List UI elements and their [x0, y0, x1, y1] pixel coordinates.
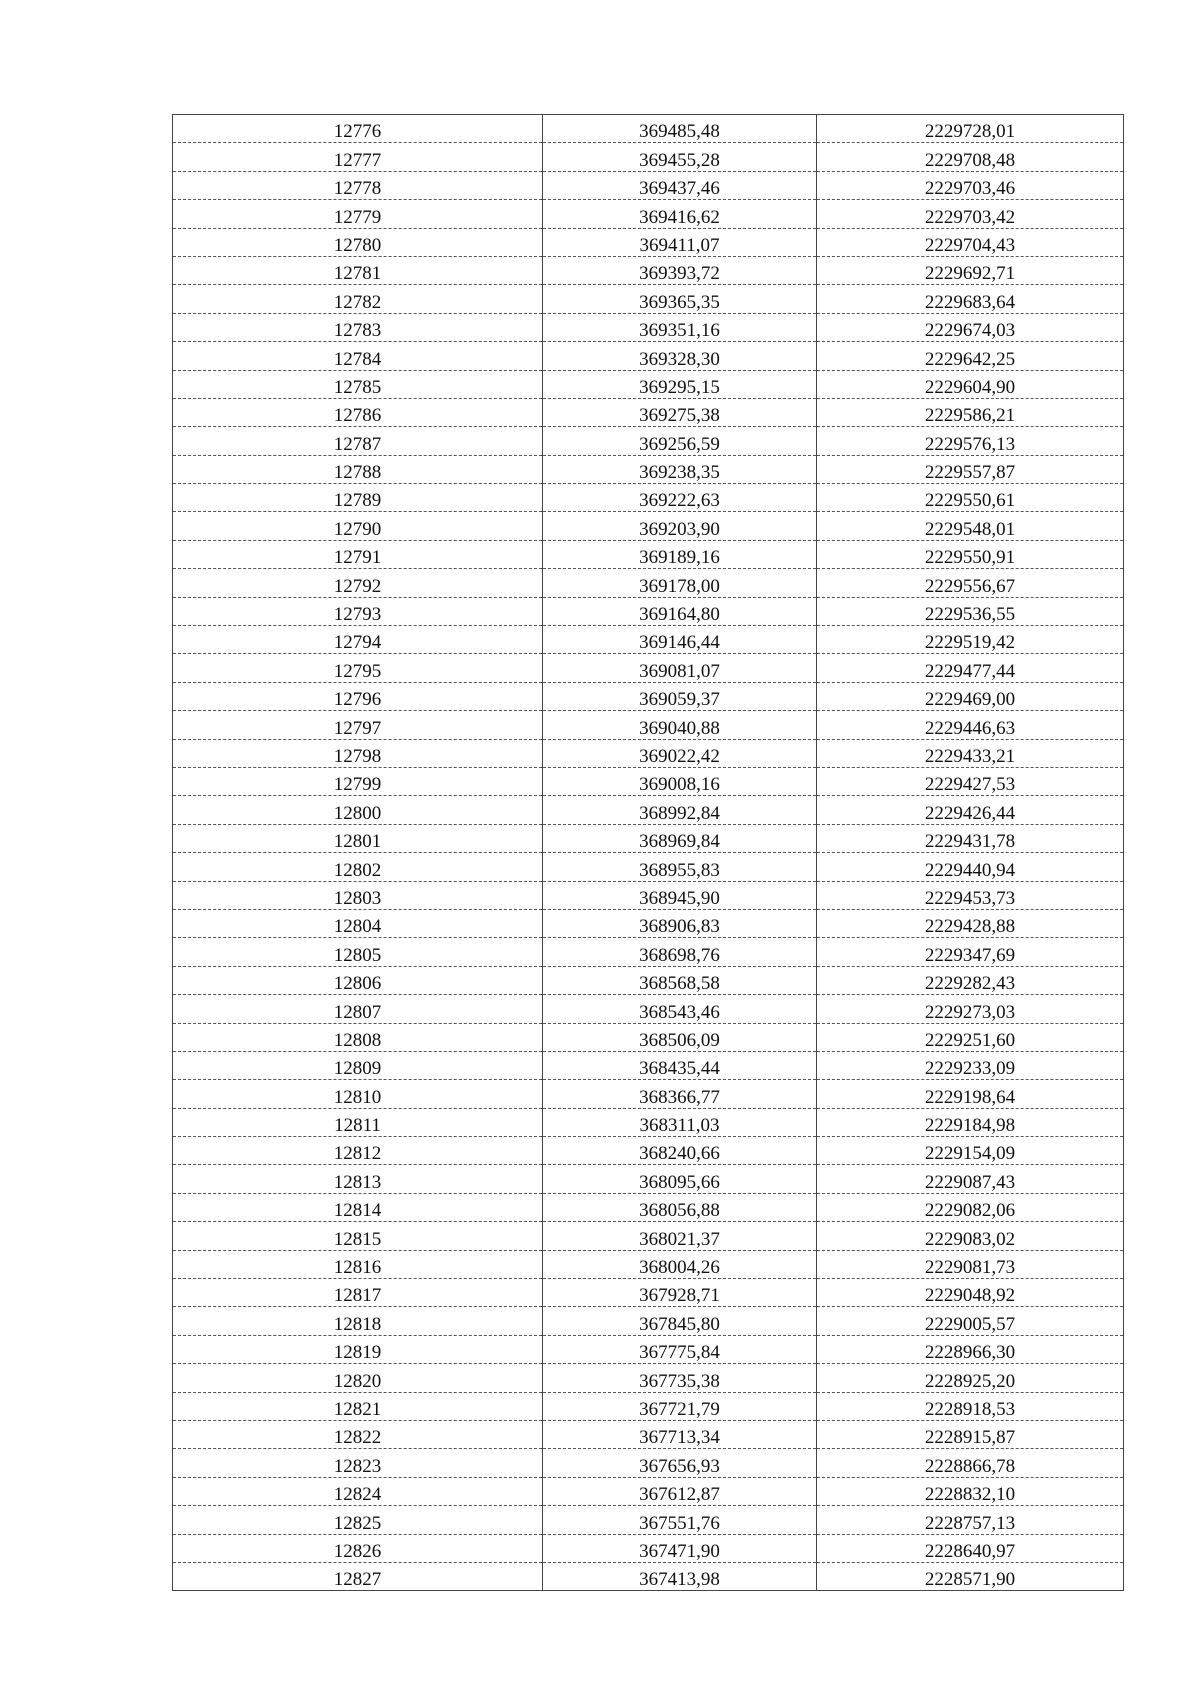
x-coordinate-cell: 367413,98	[543, 1562, 817, 1590]
y-coordinate-cell: 2228640,97	[817, 1534, 1124, 1562]
x-coordinate-cell: 369189,16	[543, 540, 817, 568]
y-coordinate-cell: 2229273,03	[817, 995, 1124, 1023]
table-row	[173, 1193, 1124, 1221]
x-coordinate-cell: 368095,66	[543, 1165, 817, 1193]
point-number-cell: 12786	[173, 398, 543, 426]
point-number-cell: 12825	[173, 1506, 543, 1534]
point-number-cell: 12818	[173, 1307, 543, 1335]
x-coordinate-cell: 368543,46	[543, 995, 817, 1023]
y-coordinate-cell: 2229548,01	[817, 512, 1124, 540]
table-row	[173, 767, 1124, 795]
table-row	[173, 1222, 1124, 1250]
y-coordinate-cell: 2229550,61	[817, 484, 1124, 512]
y-coordinate-cell: 2229550,91	[817, 540, 1124, 568]
x-coordinate-cell: 367471,90	[543, 1534, 817, 1562]
point-number-cell: 12816	[173, 1250, 543, 1278]
y-coordinate-cell: 2229604,90	[817, 370, 1124, 398]
y-coordinate-cell: 2229703,46	[817, 171, 1124, 199]
table-row	[173, 597, 1124, 625]
point-number-cell: 12803	[173, 881, 543, 909]
point-number-cell: 12797	[173, 711, 543, 739]
x-coordinate-cell: 368056,88	[543, 1193, 817, 1221]
table-row	[173, 313, 1124, 341]
point-number-cell: 12788	[173, 455, 543, 483]
point-number-cell: 12812	[173, 1137, 543, 1165]
x-coordinate-cell: 369008,16	[543, 767, 817, 795]
point-number-cell: 12814	[173, 1193, 543, 1221]
y-coordinate-cell: 2229642,25	[817, 342, 1124, 370]
x-coordinate-cell: 369146,44	[543, 626, 817, 654]
x-coordinate-cell: 369328,30	[543, 342, 817, 370]
point-number-cell: 12782	[173, 285, 543, 313]
y-coordinate-cell: 2228966,30	[817, 1335, 1124, 1363]
table-row	[173, 1392, 1124, 1420]
y-coordinate-cell: 2229576,13	[817, 427, 1124, 455]
y-coordinate-cell: 2229704,43	[817, 228, 1124, 256]
y-coordinate-cell: 2229083,02	[817, 1222, 1124, 1250]
x-coordinate-cell: 369040,88	[543, 711, 817, 739]
y-coordinate-cell: 2229446,63	[817, 711, 1124, 739]
y-coordinate-cell: 2229184,98	[817, 1108, 1124, 1136]
point-number-cell: 12819	[173, 1335, 543, 1363]
point-number-cell: 12780	[173, 228, 543, 256]
point-number-cell: 12804	[173, 909, 543, 937]
table-row	[173, 256, 1124, 284]
point-number-cell: 12801	[173, 824, 543, 852]
point-number-cell: 12815	[173, 1222, 543, 1250]
table-row	[173, 484, 1124, 512]
point-number-cell: 12806	[173, 966, 543, 994]
x-coordinate-cell: 368992,84	[543, 796, 817, 824]
table-row	[173, 1449, 1124, 1477]
x-coordinate-cell: 369256,59	[543, 427, 817, 455]
table-row	[173, 682, 1124, 710]
point-number-cell: 12820	[173, 1364, 543, 1392]
x-coordinate-cell: 368698,76	[543, 938, 817, 966]
table-row	[173, 285, 1124, 313]
x-coordinate-cell: 368311,03	[543, 1108, 817, 1136]
x-coordinate-cell: 369203,90	[543, 512, 817, 540]
y-coordinate-cell: 2229282,43	[817, 966, 1124, 994]
x-coordinate-cell: 367721,79	[543, 1392, 817, 1420]
table-row	[173, 938, 1124, 966]
table-row	[173, 1307, 1124, 1335]
y-coordinate-cell: 2229477,44	[817, 654, 1124, 682]
table-row	[173, 796, 1124, 824]
point-number-cell: 12823	[173, 1449, 543, 1477]
y-coordinate-cell: 2229556,67	[817, 569, 1124, 597]
x-coordinate-cell: 367775,84	[543, 1335, 817, 1363]
point-number-cell: 12813	[173, 1165, 543, 1193]
point-number-cell: 12784	[173, 342, 543, 370]
table-row	[173, 1534, 1124, 1562]
x-coordinate-cell: 368945,90	[543, 881, 817, 909]
x-coordinate-cell: 369485,48	[543, 115, 817, 143]
x-coordinate-cell: 369416,62	[543, 200, 817, 228]
x-coordinate-cell: 369351,16	[543, 313, 817, 341]
point-number-cell: 12783	[173, 313, 543, 341]
table-row	[173, 1364, 1124, 1392]
x-coordinate-cell: 368506,09	[543, 1023, 817, 1051]
y-coordinate-cell: 2229433,21	[817, 739, 1124, 767]
point-number-cell: 12796	[173, 682, 543, 710]
y-coordinate-cell: 2229005,57	[817, 1307, 1124, 1335]
coordinate-table-container	[172, 114, 1123, 1591]
table-row	[173, 171, 1124, 199]
table-row	[173, 1080, 1124, 1108]
x-coordinate-cell: 367735,38	[543, 1364, 817, 1392]
x-coordinate-cell: 367612,87	[543, 1477, 817, 1505]
y-coordinate-cell: 2229233,09	[817, 1051, 1124, 1079]
x-coordinate-cell: 368004,26	[543, 1250, 817, 1278]
x-coordinate-cell: 368568,58	[543, 966, 817, 994]
table-row	[173, 881, 1124, 909]
table-row	[173, 1165, 1124, 1193]
table-row	[173, 200, 1124, 228]
y-coordinate-cell: 2229692,71	[817, 256, 1124, 284]
point-number-cell: 12793	[173, 597, 543, 625]
table-row	[173, 1108, 1124, 1136]
point-number-cell: 12799	[173, 767, 543, 795]
x-coordinate-cell: 369022,42	[543, 739, 817, 767]
x-coordinate-cell: 368240,66	[543, 1137, 817, 1165]
y-coordinate-cell: 2228832,10	[817, 1477, 1124, 1505]
y-coordinate-cell: 2228918,53	[817, 1392, 1124, 1420]
y-coordinate-cell: 2228571,90	[817, 1562, 1124, 1590]
x-coordinate-cell: 368906,83	[543, 909, 817, 937]
x-coordinate-cell: 369081,07	[543, 654, 817, 682]
y-coordinate-cell: 2229703,42	[817, 200, 1124, 228]
table-row	[173, 853, 1124, 881]
x-coordinate-cell: 368435,44	[543, 1051, 817, 1079]
x-coordinate-cell: 367928,71	[543, 1279, 817, 1307]
y-coordinate-cell: 2229440,94	[817, 853, 1124, 881]
table-row	[173, 1562, 1124, 1590]
point-number-cell: 12821	[173, 1392, 543, 1420]
x-coordinate-cell: 369164,80	[543, 597, 817, 625]
y-coordinate-cell: 2229087,43	[817, 1165, 1124, 1193]
y-coordinate-cell: 2229427,53	[817, 767, 1124, 795]
x-coordinate-cell: 369238,35	[543, 455, 817, 483]
point-number-cell: 12805	[173, 938, 543, 966]
point-number-cell: 12826	[173, 1534, 543, 1562]
table-row	[173, 1137, 1124, 1165]
table-row	[173, 370, 1124, 398]
table-row	[173, 398, 1124, 426]
y-coordinate-cell: 2228925,20	[817, 1364, 1124, 1392]
table-row	[173, 228, 1124, 256]
point-number-cell: 12807	[173, 995, 543, 1023]
x-coordinate-cell: 367845,80	[543, 1307, 817, 1335]
table-row	[173, 569, 1124, 597]
point-number-cell: 12785	[173, 370, 543, 398]
point-number-cell: 12817	[173, 1279, 543, 1307]
point-number-cell: 12808	[173, 1023, 543, 1051]
y-coordinate-cell: 2229081,73	[817, 1250, 1124, 1278]
y-coordinate-cell: 2228757,13	[817, 1506, 1124, 1534]
x-coordinate-cell: 369275,38	[543, 398, 817, 426]
y-coordinate-cell: 2229674,03	[817, 313, 1124, 341]
point-number-cell: 12779	[173, 200, 543, 228]
table-row	[173, 909, 1124, 937]
table-row	[173, 1335, 1124, 1363]
x-coordinate-cell: 368969,84	[543, 824, 817, 852]
table-row	[173, 427, 1124, 455]
coordinate-table	[172, 114, 1124, 1591]
x-coordinate-cell: 369411,07	[543, 228, 817, 256]
point-number-cell: 12777	[173, 143, 543, 171]
table-row	[173, 711, 1124, 739]
x-coordinate-cell: 369295,15	[543, 370, 817, 398]
y-coordinate-cell: 2229048,92	[817, 1279, 1124, 1307]
point-number-cell: 12800	[173, 796, 543, 824]
coordinate-table-body	[173, 115, 1124, 1591]
x-coordinate-cell: 368955,83	[543, 853, 817, 881]
table-row	[173, 540, 1124, 568]
table-row	[173, 1477, 1124, 1505]
y-coordinate-cell: 2229586,21	[817, 398, 1124, 426]
x-coordinate-cell: 367713,34	[543, 1420, 817, 1448]
table-row	[173, 626, 1124, 654]
point-number-cell: 12781	[173, 256, 543, 284]
y-coordinate-cell: 2229728,01	[817, 115, 1124, 143]
y-coordinate-cell: 2229431,78	[817, 824, 1124, 852]
table-row	[173, 1420, 1124, 1448]
table-row	[173, 1506, 1124, 1534]
table-row	[173, 512, 1124, 540]
point-number-cell: 12789	[173, 484, 543, 512]
x-coordinate-cell: 369059,37	[543, 682, 817, 710]
x-coordinate-cell: 369393,72	[543, 256, 817, 284]
x-coordinate-cell: 369455,28	[543, 143, 817, 171]
y-coordinate-cell: 2229708,48	[817, 143, 1124, 171]
point-number-cell: 12787	[173, 427, 543, 455]
table-row	[173, 1051, 1124, 1079]
point-number-cell: 12802	[173, 853, 543, 881]
table-row	[173, 1250, 1124, 1278]
table-row	[173, 739, 1124, 767]
y-coordinate-cell: 2229536,55	[817, 597, 1124, 625]
y-coordinate-cell: 2229428,88	[817, 909, 1124, 937]
x-coordinate-cell: 368021,37	[543, 1222, 817, 1250]
y-coordinate-cell: 2229347,69	[817, 938, 1124, 966]
table-row	[173, 654, 1124, 682]
x-coordinate-cell: 369178,00	[543, 569, 817, 597]
y-coordinate-cell: 2228866,78	[817, 1449, 1124, 1477]
table-row	[173, 824, 1124, 852]
y-coordinate-cell: 2229557,87	[817, 455, 1124, 483]
table-row	[173, 342, 1124, 370]
x-coordinate-cell: 369437,46	[543, 171, 817, 199]
y-coordinate-cell: 2229683,64	[817, 285, 1124, 313]
point-number-cell: 12827	[173, 1562, 543, 1590]
y-coordinate-cell: 2229198,64	[817, 1080, 1124, 1108]
x-coordinate-cell: 369365,35	[543, 285, 817, 313]
table-row	[173, 1279, 1124, 1307]
table-row	[173, 455, 1124, 483]
table-row	[173, 115, 1124, 143]
point-number-cell: 12810	[173, 1080, 543, 1108]
y-coordinate-cell: 2229154,09	[817, 1137, 1124, 1165]
x-coordinate-cell: 367656,93	[543, 1449, 817, 1477]
table-row	[173, 995, 1124, 1023]
point-number-cell: 12792	[173, 569, 543, 597]
point-number-cell: 12809	[173, 1051, 543, 1079]
y-coordinate-cell: 2229082,06	[817, 1193, 1124, 1221]
x-coordinate-cell: 368366,77	[543, 1080, 817, 1108]
y-coordinate-cell: 2228915,87	[817, 1420, 1124, 1448]
point-number-cell: 12795	[173, 654, 543, 682]
point-number-cell: 12811	[173, 1108, 543, 1136]
point-number-cell: 12776	[173, 115, 543, 143]
point-number-cell: 12791	[173, 540, 543, 568]
point-number-cell: 12798	[173, 739, 543, 767]
point-number-cell: 12822	[173, 1420, 543, 1448]
y-coordinate-cell: 2229453,73	[817, 881, 1124, 909]
table-row	[173, 1023, 1124, 1051]
point-number-cell: 12824	[173, 1477, 543, 1505]
y-coordinate-cell: 2229519,42	[817, 626, 1124, 654]
table-row	[173, 143, 1124, 171]
y-coordinate-cell: 2229251,60	[817, 1023, 1124, 1051]
x-coordinate-cell: 369222,63	[543, 484, 817, 512]
point-number-cell: 12794	[173, 626, 543, 654]
table-row	[173, 966, 1124, 994]
point-number-cell: 12790	[173, 512, 543, 540]
point-number-cell: 12778	[173, 171, 543, 199]
y-coordinate-cell: 2229469,00	[817, 682, 1124, 710]
x-coordinate-cell: 367551,76	[543, 1506, 817, 1534]
y-coordinate-cell: 2229426,44	[817, 796, 1124, 824]
